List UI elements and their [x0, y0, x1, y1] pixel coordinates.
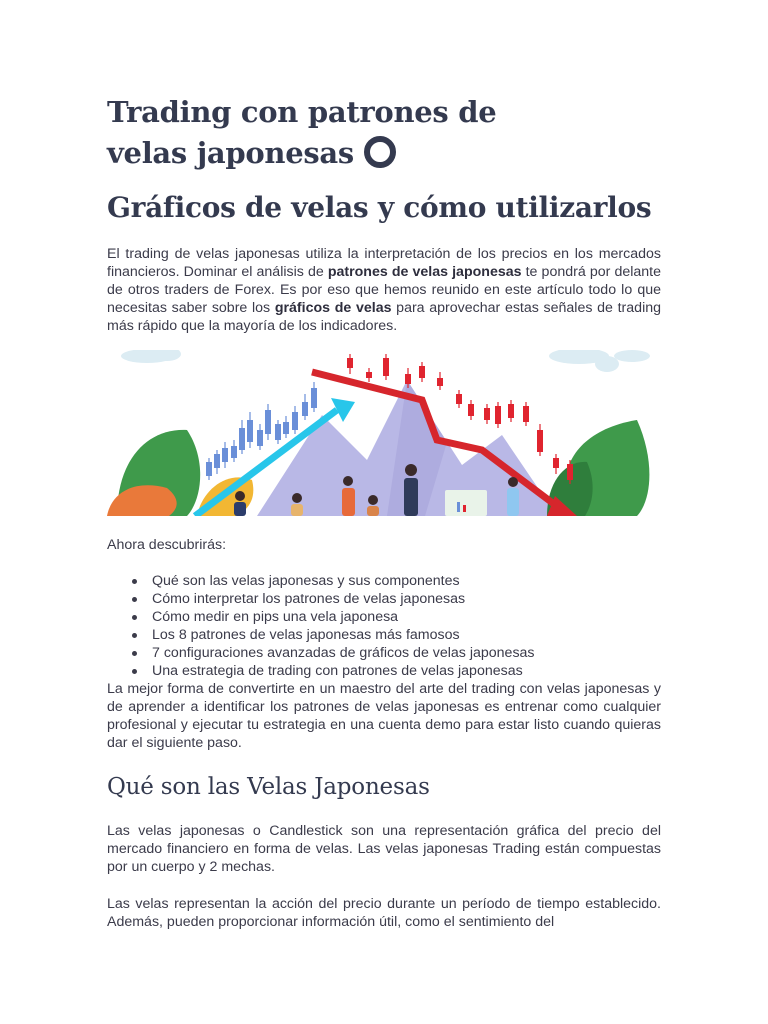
- candle-body: [292, 412, 298, 430]
- list-item: Cómo medir en pips una vela japonesa: [107, 608, 661, 626]
- subheading: Qué son las Velas Japonesas: [107, 774, 430, 800]
- cloud-left: [121, 350, 181, 363]
- discover-label: Ahora descubrirás:: [107, 537, 227, 553]
- person-1: [234, 491, 246, 516]
- candle-body: [537, 430, 543, 452]
- candle-body: [311, 388, 317, 408]
- intro-text-2: te pondrá por delante de otros traders de Forex. Es por eso que hemos reunido en este artículo todo lo que necesitas saber sobre los: [107, 264, 661, 316]
- list-item: Cómo interpretar los patrones de velas japonesas: [107, 590, 661, 608]
- candle-body: [495, 406, 501, 424]
- person-5: [404, 464, 418, 516]
- candle-body: [553, 458, 559, 468]
- candle-body: [484, 408, 490, 420]
- candle-body: [405, 374, 411, 384]
- intro-text-3: para aprovechar estas señales de trading más rápido que la mayoría de los indicadores.: [107, 300, 661, 334]
- candle-body: [257, 430, 263, 446]
- intro-bold-graficos: gráficos de velas: [274, 300, 392, 316]
- candle-body: [508, 404, 514, 418]
- candle-body: [437, 378, 443, 386]
- person-2: [291, 493, 303, 516]
- candle-body: [214, 454, 220, 468]
- candle-body: [283, 422, 289, 434]
- candle-body: [247, 420, 253, 442]
- velas-paragraph-2: Las velas representan la acción del precio durante un período de tiempo establecido. Además, pueden proporcionar información útil, como el sentimiento del: [107, 896, 661, 930]
- leaf-left-orange: [107, 485, 177, 516]
- list-item: Una estrategia de trading con patrones de velas japonesas: [107, 662, 661, 680]
- list-item: Los 8 patrones de velas japonesas más famosos: [107, 626, 661, 644]
- page-title-text: Trading con patrones de velas japonesas: [107, 95, 497, 170]
- circle-icon: [364, 136, 396, 168]
- candle-body: [523, 406, 529, 422]
- intro-paragraph: [107, 245, 661, 335]
- candlestick-trading-illustration: [107, 350, 661, 516]
- candle-body: [419, 366, 425, 378]
- section-heading: Gráficos de velas y cómo utilizarlos: [107, 191, 652, 224]
- velas-paragraph-1: Las velas japonesas o Candlestick son una representación gráfica del precio del mercado financiero en forma de velas. Las velas japonesas Trading están compuestas por un cuerpo y 2 mechas.: [107, 823, 661, 875]
- candle-body: [206, 462, 212, 476]
- candle-body: [302, 402, 308, 416]
- illustration-svg: [107, 350, 661, 516]
- candle-body: [275, 424, 281, 440]
- best-way-paragraph: La mejor forma de convertirte en un maestro del arte del trading con velas japonesas y de aprender a identificar los patrones de velas japonesas es entrenar como cualquier profesional y ejecutar tu estrategia en una cuenta demo para estar listo cuando quieras dar el siguiente paso.: [107, 681, 661, 751]
- candle-body: [265, 410, 271, 434]
- presentation-board: [445, 490, 487, 516]
- candle-body: [468, 404, 474, 416]
- page-title: [107, 92, 577, 174]
- list-item: 7 configuraciones avanzadas de gráficos de velas japonesas: [107, 644, 661, 662]
- candle-body: [567, 464, 573, 480]
- candle-body: [222, 448, 228, 462]
- cloud-right: [549, 350, 650, 372]
- candle-body: [366, 372, 372, 378]
- intro-bold-patrones: patrones de velas japonesas: [327, 264, 522, 280]
- candle-body: [383, 358, 389, 376]
- candle-body: [347, 358, 353, 368]
- topics-list: [107, 572, 661, 680]
- person-6: [507, 477, 519, 516]
- list-item: Qué son las velas japonesas y sus componentes: [107, 572, 661, 590]
- intro-text-1: El trading de velas japonesas utiliza la interpretación de los precios en los mercados financieros. Dominar el análisis de: [107, 246, 661, 280]
- candle-body: [456, 394, 462, 404]
- candle-body: [239, 428, 245, 450]
- candle-body: [231, 446, 237, 458]
